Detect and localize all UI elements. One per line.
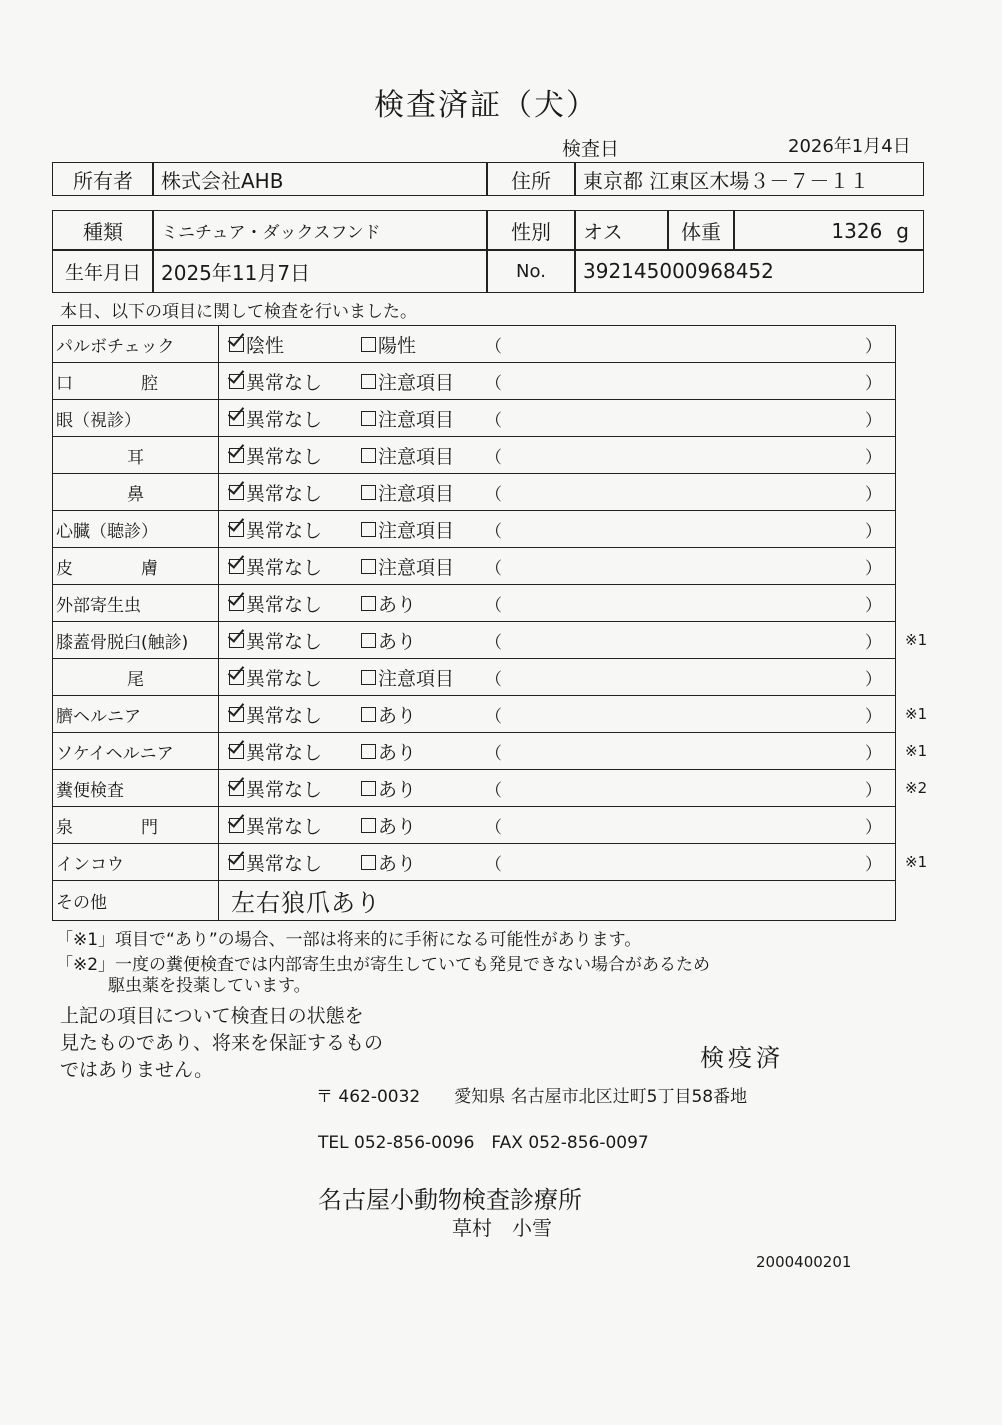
birth-value: 2025年11月7日 <box>152 249 488 293</box>
disclaimer-line: 見たものであり、将来を保証するもの <box>60 1032 384 1054</box>
check-item-name: 泉 門 <box>53 807 219 843</box>
clinic-address: 〒 462-0032 愛知県 名古屋市北区辻町5丁目58番地 <box>316 1087 748 1107</box>
sex-label: 性別 <box>486 210 576 251</box>
option-unchecked <box>361 474 454 510</box>
option-unchecked <box>361 659 454 695</box>
option-checked <box>229 659 322 695</box>
option-label: 異常なし <box>246 556 323 579</box>
checkbox-empty-icon <box>361 818 376 833</box>
option-label: 異常なし <box>246 371 323 394</box>
option-checked <box>229 474 322 510</box>
document-number: 2000400201 <box>756 1253 852 1271</box>
check-item-name: パルボチェック <box>53 326 219 362</box>
footnote-marker: ※1 <box>905 853 928 871</box>
checkbox-checked-icon <box>229 485 244 500</box>
disclaimer-line: ではありません。 <box>60 1059 214 1081</box>
table-row <box>52 844 928 881</box>
paren-close: ） <box>865 706 882 727</box>
table-row <box>52 696 928 733</box>
option-label: 陽性 <box>378 334 417 357</box>
option-checked <box>229 363 322 399</box>
paren-open: （ <box>485 632 502 653</box>
option-checked <box>229 548 322 584</box>
clinic-name: 名古屋小動物検査診療所 <box>318 1186 582 1214</box>
birth-label: 生年月日 <box>52 249 154 293</box>
option-checked <box>229 733 322 769</box>
check-item-name: その他 <box>53 881 219 920</box>
paren-open: （ <box>485 706 502 727</box>
checkbox-empty-icon <box>361 781 376 796</box>
footnote-1: 「※1」項目で“あり”の場合、一部は将来的に手術になる可能性があります。 <box>56 930 642 950</box>
checkbox-empty-icon <box>361 596 376 611</box>
table-row <box>52 325 896 363</box>
table-row <box>52 400 896 437</box>
paren-open: （ <box>485 595 502 616</box>
option-label: 異常なし <box>246 741 323 764</box>
footnote-marker: ※1 <box>905 631 928 649</box>
option-label: 陰性 <box>246 334 285 357</box>
paren-open: （ <box>485 669 502 690</box>
option-label: 注意項目 <box>378 408 455 431</box>
check-item-name: 心臓（聴診） <box>53 511 219 547</box>
paren-open: （ <box>485 336 502 357</box>
type-label: 種類 <box>52 210 154 251</box>
check-item-name: 糞便検査 <box>53 770 219 806</box>
check-item-name: 臍ヘルニア <box>53 696 219 732</box>
option-label: あり <box>378 778 417 801</box>
option-unchecked <box>361 548 454 584</box>
paren-close: ） <box>865 854 882 875</box>
checkbox-checked-icon <box>229 670 244 685</box>
check-item-name: 皮 膚 <box>53 548 219 584</box>
table-row <box>52 474 896 511</box>
checkbox-empty-icon <box>361 485 376 500</box>
handwritten-note: 左右狼爪あり <box>231 889 381 917</box>
option-label: 異常なし <box>246 630 323 653</box>
option-checked <box>229 437 322 473</box>
document-title: 検査済証（犬） <box>374 88 598 123</box>
checkbox-checked-icon <box>229 855 244 870</box>
disclaimer-line: 上記の項目について検査日の状態を <box>60 1005 364 1027</box>
option-label: あり <box>378 741 417 764</box>
check-item-name: ソケイヘルニア <box>53 733 219 769</box>
option-checked <box>229 326 284 362</box>
paren-close: ） <box>865 558 882 579</box>
option-unchecked <box>361 696 416 732</box>
paren-open: （ <box>485 410 502 431</box>
checkbox-checked-icon <box>229 522 244 537</box>
checkbox-checked-icon <box>229 411 244 426</box>
checkbox-empty-icon <box>361 337 376 352</box>
option-label: 異常なし <box>246 704 323 727</box>
checkbox-empty-icon <box>361 633 376 648</box>
footnote-marker: ※2 <box>905 779 928 797</box>
owner-value: 株式会社AHB <box>152 162 488 196</box>
address-value: 東京都 江東区木場３－７－１１ <box>574 162 924 196</box>
option-checked <box>229 770 322 806</box>
option-label: 異常なし <box>246 593 323 616</box>
weight-value: 1326 <box>831 218 883 243</box>
weight-cell <box>733 210 924 251</box>
paren-close: ） <box>865 743 882 764</box>
checkbox-empty-icon <box>361 670 376 685</box>
checkbox-checked-icon <box>229 337 244 352</box>
checkbox-checked-icon <box>229 781 244 796</box>
footnote-2-cont: 駆虫薬を投薬しています。 <box>108 976 311 996</box>
option-unchecked <box>361 807 416 843</box>
table-row <box>52 585 896 622</box>
option-label: 注意項目 <box>378 445 455 468</box>
exam-date-label: 検査日 <box>562 138 620 160</box>
option-label: 異常なし <box>246 778 323 801</box>
option-label: あり <box>378 593 417 616</box>
table-row <box>52 733 928 770</box>
type-value: ミニチュア・ダックスフンド <box>152 210 488 251</box>
no-label: No. <box>486 249 576 293</box>
owner-label: 所有者 <box>52 162 154 196</box>
quarantine-stamp: 検疫済 <box>700 1044 784 1072</box>
exam-date: 2026年1月4日 <box>788 136 911 157</box>
paren-open: （ <box>485 558 502 579</box>
option-checked <box>229 807 322 843</box>
checkbox-checked-icon <box>229 818 244 833</box>
paren-close: ） <box>865 373 882 394</box>
table-row <box>52 622 928 659</box>
paren-open: （ <box>485 854 502 875</box>
checkbox-empty-icon <box>361 744 376 759</box>
table-row <box>52 363 896 400</box>
weight-unit: g <box>896 218 909 243</box>
option-label: 注意項目 <box>378 667 455 690</box>
option-label: 異常なし <box>246 445 323 468</box>
option-checked <box>229 696 322 732</box>
address-label: 住所 <box>486 162 576 196</box>
option-unchecked <box>361 585 416 621</box>
option-unchecked <box>361 770 416 806</box>
table-row <box>52 770 928 807</box>
option-checked <box>229 622 322 658</box>
paren-open: （ <box>485 373 502 394</box>
weight-label: 体重 <box>667 210 735 251</box>
checkbox-checked-icon <box>229 596 244 611</box>
paren-close: ） <box>865 595 882 616</box>
paren-open: （ <box>485 780 502 801</box>
paren-close: ） <box>865 410 882 431</box>
table-row <box>52 807 896 844</box>
paren-close: ） <box>865 632 882 653</box>
option-label: 異常なし <box>246 519 323 542</box>
footnote-2: 「※2」一度の糞便検査では内部寄生虫が寄生していても発見できない場合があるため <box>56 955 711 975</box>
table-row-other <box>52 881 896 921</box>
option-label: 注意項目 <box>378 371 455 394</box>
paren-close: ） <box>865 817 882 838</box>
option-checked <box>229 585 322 621</box>
check-item-name: インコウ <box>53 844 219 880</box>
option-label: 異常なし <box>246 815 323 838</box>
check-item-name: 口 腔 <box>53 363 219 399</box>
check-item-name: 外部寄生虫 <box>53 585 219 621</box>
option-label: 異常なし <box>246 408 323 431</box>
paren-close: ） <box>865 521 882 542</box>
option-unchecked <box>361 844 416 880</box>
no-value: 392145000968452 <box>574 249 924 293</box>
checkbox-checked-icon <box>229 633 244 648</box>
checkbox-checked-icon <box>229 707 244 722</box>
option-label: あり <box>378 630 417 653</box>
checkbox-empty-icon <box>361 559 376 574</box>
checkbox-empty-icon <box>361 522 376 537</box>
option-unchecked <box>361 511 454 547</box>
checkbox-empty-icon <box>361 855 376 870</box>
option-label: あり <box>378 852 417 875</box>
checkbox-checked-icon <box>229 559 244 574</box>
disclaimer <box>60 1003 383 1084</box>
option-label: 注意項目 <box>378 482 455 505</box>
clinic-phone: TEL 052-856-0096 FAX 052-856-0097 <box>318 1133 649 1153</box>
check-item-name: 耳 <box>53 437 219 473</box>
option-label: あり <box>378 815 417 838</box>
table-row <box>52 548 896 585</box>
option-unchecked <box>361 733 416 769</box>
paren-open: （ <box>485 484 502 505</box>
sex-value: オス <box>574 210 669 251</box>
paren-close: ） <box>865 336 882 357</box>
checkbox-empty-icon <box>361 448 376 463</box>
option-checked <box>229 400 322 436</box>
option-label: 異常なし <box>246 667 323 690</box>
check-item-name: 膝蓋骨脱臼(触診) <box>53 622 219 658</box>
checkbox-empty-icon <box>361 707 376 722</box>
check-item-name: 眼（視診） <box>53 400 219 436</box>
table-row <box>52 511 896 548</box>
check-item-name: 鼻 <box>53 474 219 510</box>
option-unchecked <box>361 326 416 362</box>
paren-open: （ <box>485 743 502 764</box>
paren-close: ） <box>865 669 882 690</box>
checkbox-checked-icon <box>229 448 244 463</box>
option-label: 注意項目 <box>378 519 455 542</box>
paren-open: （ <box>485 817 502 838</box>
table-row <box>52 659 896 696</box>
option-unchecked <box>361 400 454 436</box>
table-row <box>52 437 896 474</box>
paren-open: （ <box>485 447 502 468</box>
intro-text: 本日、以下の項目に関して検査を行いました。 <box>60 302 417 322</box>
option-checked <box>229 511 322 547</box>
checkbox-empty-icon <box>361 374 376 389</box>
footnote-marker: ※1 <box>905 742 928 760</box>
paren-close: ） <box>865 447 882 468</box>
option-unchecked <box>361 622 416 658</box>
option-checked <box>229 844 322 880</box>
paren-close: ） <box>865 780 882 801</box>
doctor-name: 草村 小雪 <box>452 1216 552 1240</box>
option-unchecked <box>361 437 454 473</box>
option-label: あり <box>378 704 417 727</box>
option-unchecked <box>361 363 454 399</box>
option-label: 異常なし <box>246 482 323 505</box>
checkbox-empty-icon <box>361 411 376 426</box>
footnote-marker: ※1 <box>905 705 928 723</box>
paren-open: （ <box>485 521 502 542</box>
option-label: 異常なし <box>246 852 323 875</box>
check-item-name: 尾 <box>53 659 219 695</box>
paren-close: ） <box>865 484 882 505</box>
option-label: 注意項目 <box>378 556 455 579</box>
checkbox-checked-icon <box>229 744 244 759</box>
checkbox-checked-icon <box>229 374 244 389</box>
